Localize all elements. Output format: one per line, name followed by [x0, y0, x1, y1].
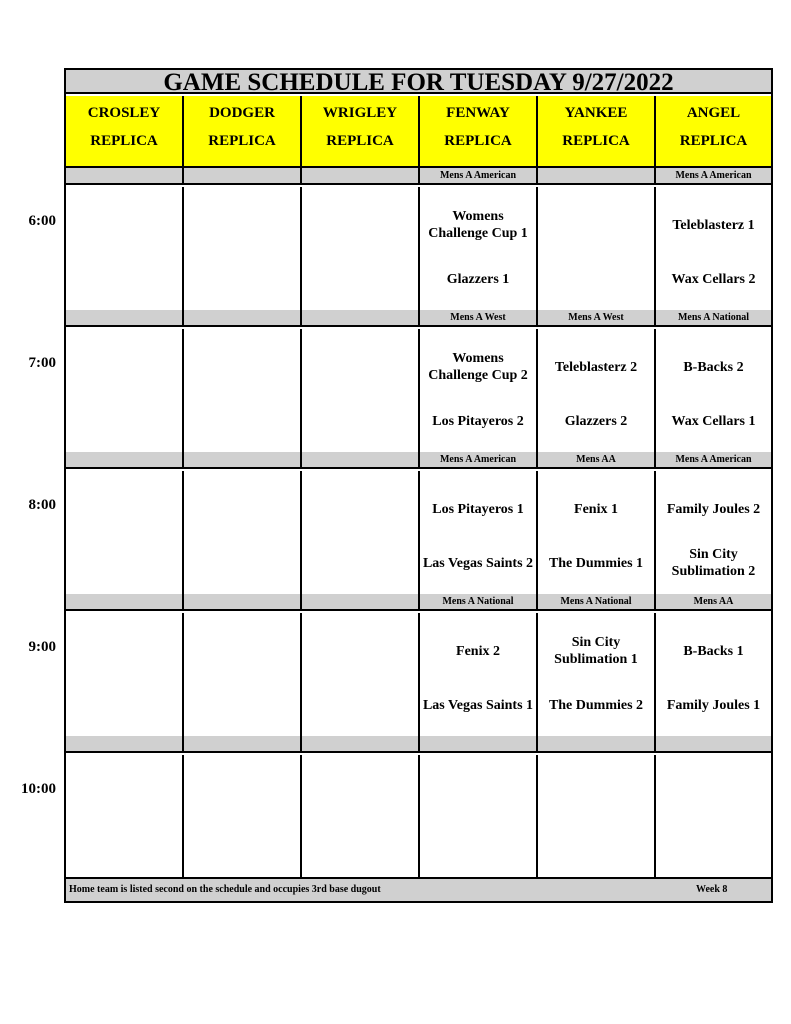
division-label [302, 452, 420, 469]
game-cell [420, 187, 538, 312]
time-label: 10:00 [21, 781, 56, 797]
game-cell [538, 329, 656, 454]
division-label [66, 594, 184, 611]
game-cell [184, 613, 302, 738]
game-cell [66, 755, 184, 880]
home-team: Wax Cellars 1 [671, 413, 756, 429]
court-type: REPLICA [679, 133, 748, 149]
away-team: Teleblasterz 2 [554, 359, 638, 375]
away-team: Sin City Sublimation 1 [554, 635, 638, 667]
game-cell [302, 613, 420, 738]
division-label: Mens A American [420, 452, 538, 469]
court-name: DODGER [209, 105, 275, 121]
division-label: Mens A National [538, 594, 656, 611]
division-label: Mens A National [656, 310, 771, 327]
game-cell [302, 471, 420, 596]
court-header-dodger [184, 96, 302, 168]
game-cell [656, 613, 771, 738]
court-header-crosley [66, 96, 184, 168]
away-team: Fenix 2 [456, 643, 500, 659]
game-cell [538, 187, 656, 312]
schedule-footer [66, 877, 771, 901]
game-cell [184, 471, 302, 596]
game-cell [420, 613, 538, 738]
time-label: 7:00 [28, 355, 56, 371]
division-label [420, 736, 538, 753]
home-team: Glazzers 1 [446, 271, 510, 287]
court-type: REPLICA [444, 133, 512, 149]
game-cell [656, 755, 771, 880]
home-team: Las Vegas Saints 2 [422, 555, 534, 571]
game-cell [66, 187, 184, 312]
court-type: REPLICA [326, 133, 394, 149]
away-team: B-Backs 1 [683, 643, 744, 659]
away-team: Family Joules 2 [666, 501, 761, 517]
court-name: WRIGLEY [322, 105, 398, 121]
game-cell [302, 755, 420, 880]
home-team: The Dummies 2 [548, 697, 644, 713]
home-team: Las Vegas Saints 1 [422, 697, 534, 713]
court-type: REPLICA [208, 133, 276, 149]
division-label [302, 736, 420, 753]
away-team: Womens Challenge Cup 2 [428, 351, 528, 383]
home-team: Los Pitayeros 2 [432, 413, 524, 429]
division-label: Mens A American [420, 168, 538, 185]
division-label: Mens A West [538, 310, 656, 327]
game-cell [184, 329, 302, 454]
game-cell [656, 187, 771, 312]
game-cell [66, 471, 184, 596]
time-label: 8:00 [28, 497, 56, 513]
division-label [538, 736, 656, 753]
division-label: Mens A American [656, 168, 771, 185]
game-cell [66, 613, 184, 738]
game-cell [538, 471, 656, 596]
division-label: Mens A American [656, 452, 771, 469]
game-cell [420, 755, 538, 880]
court-name: FENWAY [446, 105, 510, 121]
week-label: Week 8 [696, 884, 728, 895]
court-header-angel [656, 96, 771, 168]
home-team: Wax Cellars 2 [671, 271, 756, 287]
division-label [184, 168, 302, 185]
court-name: YANKEE [564, 105, 628, 121]
division-label [184, 310, 302, 327]
home-team: Family Joules 1 [666, 697, 761, 713]
division-label [66, 168, 184, 185]
home-team: The Dummies 1 [548, 555, 644, 571]
court-type: REPLICA [562, 133, 630, 149]
home-team: Glazzers 2 [564, 413, 628, 429]
home-team: Sin City Sublimation 2 [671, 547, 756, 579]
game-cell [538, 755, 656, 880]
division-label: Mens A West [420, 310, 538, 327]
court-name: ANGEL [686, 105, 741, 121]
division-label [302, 594, 420, 611]
division-label [184, 736, 302, 753]
game-cell [66, 329, 184, 454]
court-header-fenway [420, 96, 538, 168]
page-title: GAME SCHEDULE FOR TUESDAY 9/27/2022 [66, 70, 771, 94]
away-team: Teleblasterz 1 [672, 217, 755, 233]
division-label [302, 168, 420, 185]
away-team: Fenix 1 [574, 501, 618, 517]
division-label [302, 310, 420, 327]
home-team-note: Home team is listed second on the schedule and occupies 3rd base dugout [69, 884, 381, 895]
game-cell [656, 329, 771, 454]
division-label [66, 452, 184, 469]
division-label: Mens AA [656, 594, 771, 611]
court-header-yankee [538, 96, 656, 168]
away-team: B-Backs 2 [683, 359, 744, 375]
away-team: Womens Challenge Cup 1 [428, 209, 528, 241]
game-cell [538, 613, 656, 738]
division-label [184, 452, 302, 469]
division-label [184, 594, 302, 611]
game-cell [420, 329, 538, 454]
court-name: CROSLEY [87, 105, 161, 121]
division-label [656, 736, 771, 753]
division-label [66, 310, 184, 327]
division-label: Mens AA [538, 452, 656, 469]
division-label [66, 736, 184, 753]
game-cell [184, 755, 302, 880]
court-type: REPLICA [90, 133, 158, 149]
court-header-wrigley [302, 96, 420, 168]
division-label: Mens A National [420, 594, 538, 611]
time-label: 6:00 [28, 213, 56, 229]
away-team: Los Pitayeros 1 [432, 501, 524, 517]
game-cell [302, 187, 420, 312]
game-cell [302, 329, 420, 454]
time-label: 9:00 [28, 639, 56, 655]
game-cell [656, 471, 771, 596]
game-cell [184, 187, 302, 312]
division-label [538, 168, 656, 185]
game-cell [420, 471, 538, 596]
